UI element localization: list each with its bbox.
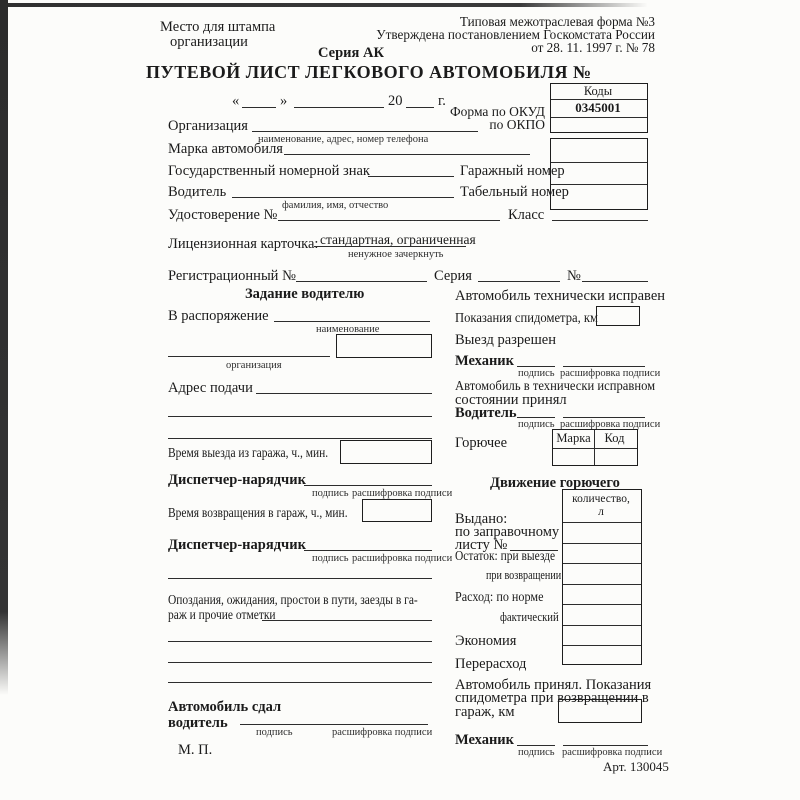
technically-ok-label: Автомобиль технически исправен xyxy=(455,288,666,304)
fuel-qty-table xyxy=(562,489,642,665)
garage-number-label: Гаражный номер xyxy=(460,163,565,179)
driver-label: Водитель xyxy=(168,184,227,200)
issued-line2: по заправочному xyxy=(455,524,560,540)
notes-fill-line0 xyxy=(168,578,432,579)
qty-divider-0 xyxy=(563,522,641,523)
driver-decode-hint: расшифровка подписи xyxy=(560,419,661,430)
accepted-line2: состоянии принял xyxy=(455,392,567,408)
disposal-fill-line xyxy=(274,321,430,322)
consumption-norm-label: Расход: по норме xyxy=(455,589,544,604)
license-card-label: Лицензионная карточка: xyxy=(168,236,319,252)
issued-line3: листу № xyxy=(455,537,508,553)
reg-number-fill-line xyxy=(582,281,648,282)
registration-label: Регистрационный № xyxy=(168,268,296,284)
date-year-fill-line xyxy=(406,107,434,108)
mechanic-label: Механик xyxy=(455,353,515,369)
qty-header-line2: л xyxy=(598,506,604,518)
date-close-quote: » xyxy=(280,93,288,109)
qty-header-line1: количество, xyxy=(572,493,630,505)
speedometer-label: Показания спидометра, км xyxy=(455,311,598,326)
okud-label: Форма по ОКУД xyxy=(449,104,545,119)
notes-fill-line3 xyxy=(168,682,432,683)
stamp-mark: М. П. xyxy=(178,742,213,758)
consumption-actual-label: фактический xyxy=(500,609,559,624)
issued-line1: Выдано: xyxy=(455,511,508,527)
address-label: Адрес подачи xyxy=(168,380,253,396)
stamp-place-line2: организации xyxy=(170,34,248,50)
organization-hint: наименование, адрес, номер телефона xyxy=(258,134,429,145)
disposal-label: В распоряжение xyxy=(168,308,269,324)
address-fill-line2 xyxy=(168,416,432,417)
series-ak-label: Серия АК xyxy=(318,45,384,61)
handover-line1: Автомобиль сдал xyxy=(168,699,282,715)
delays-line2: раж и прочие отметки xyxy=(168,608,276,623)
overrun-label: Перерасход xyxy=(455,656,527,672)
dispatcher-label: Диспетчер-нарядчик xyxy=(168,472,306,488)
dispatcher2-label: Диспетчер-нарядчик xyxy=(168,537,306,553)
form-ref-line1: Типовая межотраслевая форма №3 xyxy=(459,14,655,29)
return-speedometer-box xyxy=(558,699,642,723)
qty-divider-6 xyxy=(563,645,641,646)
qty-divider-1 xyxy=(563,543,641,544)
form-ref-line3: от 28. 11. 1997 г. № 78 xyxy=(531,40,655,55)
disposal-hint: наименование xyxy=(316,324,380,335)
rest-departure-label: Остаток: при выезде xyxy=(455,549,556,564)
return-time-box xyxy=(362,499,432,522)
reg-series-fill-line xyxy=(478,281,560,282)
okud-value: 0345001 xyxy=(575,100,621,115)
okpo-label: по ОКПО xyxy=(489,117,545,132)
qty-divider-4 xyxy=(563,604,641,605)
delays-line1: Опоздания, ожидания, простои в пути, заезды в га- xyxy=(168,593,418,608)
disposal-org-hint: организация xyxy=(226,360,282,371)
car-brand-fill-line xyxy=(284,154,530,155)
handover-sign-hint: подпись xyxy=(256,727,293,738)
state-number-fill-line xyxy=(368,176,454,177)
fuel-brand-header: Марка xyxy=(556,431,591,445)
disposal-org-fill-line xyxy=(168,356,330,357)
page-title: ПУТЕВОЙ ЛИСТ ЛЕГКОВОГО АВТОМОБИЛЯ № xyxy=(146,62,592,82)
reg-series-label: Серия xyxy=(434,268,472,284)
mechanic2-sign-hint: подпись xyxy=(518,747,555,758)
fuel-table-hdivider xyxy=(553,448,637,449)
class-label: Класс xyxy=(508,207,545,223)
speedometer-box xyxy=(596,306,640,326)
mechanic-sign-hint: подпись xyxy=(518,368,555,379)
codes-box-divider2 xyxy=(551,117,647,118)
handover-decode-hint: расшифровка подписи xyxy=(332,727,433,738)
form-ref-line2: Утверждена постановлением Госкомстата России xyxy=(376,27,655,42)
registration-fill-line xyxy=(296,281,427,282)
date-year-suffix: г. xyxy=(438,93,446,109)
reg-number-label: № xyxy=(567,268,581,284)
date-month-fill-line xyxy=(294,107,384,108)
address-fill-line1 xyxy=(256,393,432,394)
driver-fill-line xyxy=(232,197,454,198)
date-year-prefix: 20 xyxy=(388,93,403,109)
qty-divider-2 xyxy=(563,563,641,564)
driver-sign-hint: подпись xyxy=(518,419,555,430)
mechanic-sign-line xyxy=(517,366,555,367)
scan-edge-left xyxy=(0,0,8,695)
departure-time-label: Время выезда из гаража, ч., мин. xyxy=(168,446,329,461)
notes-fill-line2 xyxy=(168,662,432,663)
departure-allowed-label: Выезд разрешен xyxy=(455,332,556,348)
fuel-code-header: Код xyxy=(604,431,625,445)
qty-divider-3 xyxy=(563,584,641,585)
certificate-label: Удостоверение № xyxy=(168,207,278,223)
handover-line2: водитель xyxy=(168,715,228,731)
mechanic-decode-hint: расшифровка подписи xyxy=(560,368,661,379)
scan-edge-top xyxy=(8,3,648,7)
driver-decode-line xyxy=(563,417,645,418)
dispatcher-sign-hint: подпись xyxy=(312,488,349,499)
received-line1: Автомобиль принял. Показания xyxy=(455,677,652,693)
driver-hint: фамилия, имя, отчество xyxy=(282,200,389,211)
rest-return-label: при возвращении xyxy=(486,567,562,582)
disposal-code-box xyxy=(336,334,432,358)
date-day-fill-line xyxy=(242,107,276,108)
mechanic2-label: Механик xyxy=(455,732,515,748)
personnel-number-label: Табельный номер xyxy=(460,184,569,200)
driver-sign-line xyxy=(517,417,555,418)
article-number: Арт. 130045 xyxy=(603,759,669,774)
date-open-quote: « xyxy=(232,93,240,109)
dispatcher-decode-hint: расшифровка подписи xyxy=(352,488,453,499)
mechanic2-decode-hint: расшифровка подписи xyxy=(562,747,663,758)
received-line2: спидометра при возвращении в xyxy=(455,690,649,706)
mechanic2-sign-line xyxy=(517,745,555,746)
side-codes-divider1 xyxy=(551,162,647,163)
license-card-value: стандартная, ограниченная xyxy=(320,232,476,247)
driver-accept-label: Водитель xyxy=(455,405,517,421)
codes-header: Коды xyxy=(583,84,613,98)
dispatcher2-sign-line xyxy=(304,550,432,551)
mechanic2-decode-line xyxy=(563,745,648,746)
address-fill-line3 xyxy=(168,438,432,439)
return-time-label: Время возвращения в гараж, ч., мин. xyxy=(168,506,348,521)
organization-fill-line xyxy=(252,131,478,132)
license-card-fill-line xyxy=(314,246,466,247)
notes-fill-line1 xyxy=(168,641,432,642)
class-fill-line xyxy=(552,220,648,221)
accepted-line1: Автомобиль в технически исправном xyxy=(455,379,656,394)
organization-label: Организация xyxy=(168,118,248,134)
license-card-hint: ненужное зачеркнуть xyxy=(348,249,444,260)
fuel-flow-header: Движение горючего xyxy=(490,475,620,491)
fuel-label: Горючее xyxy=(455,435,508,451)
received-line3: гараж, км xyxy=(455,704,515,720)
dispatcher2-sign-hint: подпись xyxy=(312,553,349,564)
qty-divider-5 xyxy=(563,625,641,626)
certificate-fill-line xyxy=(278,220,500,221)
fuel-table xyxy=(552,429,638,466)
mechanic-decode-line xyxy=(563,366,645,367)
state-number-label: Государственный номерной знак xyxy=(168,163,370,179)
dispatcher2-decode-hint: расшифровка подписи xyxy=(352,553,453,564)
economy-label: Экономия xyxy=(455,633,517,649)
dispatcher-sign-line xyxy=(304,485,432,486)
car-brand-label: Марка автомобиля xyxy=(168,141,283,157)
stamp-place-line1: Место для штампа xyxy=(160,19,276,35)
driver-task-header: Задание водителю xyxy=(245,286,365,302)
handover-decode-line xyxy=(322,724,428,725)
codes-box xyxy=(550,83,648,133)
delays-fill-line xyxy=(262,620,432,621)
departure-time-box xyxy=(340,440,432,464)
